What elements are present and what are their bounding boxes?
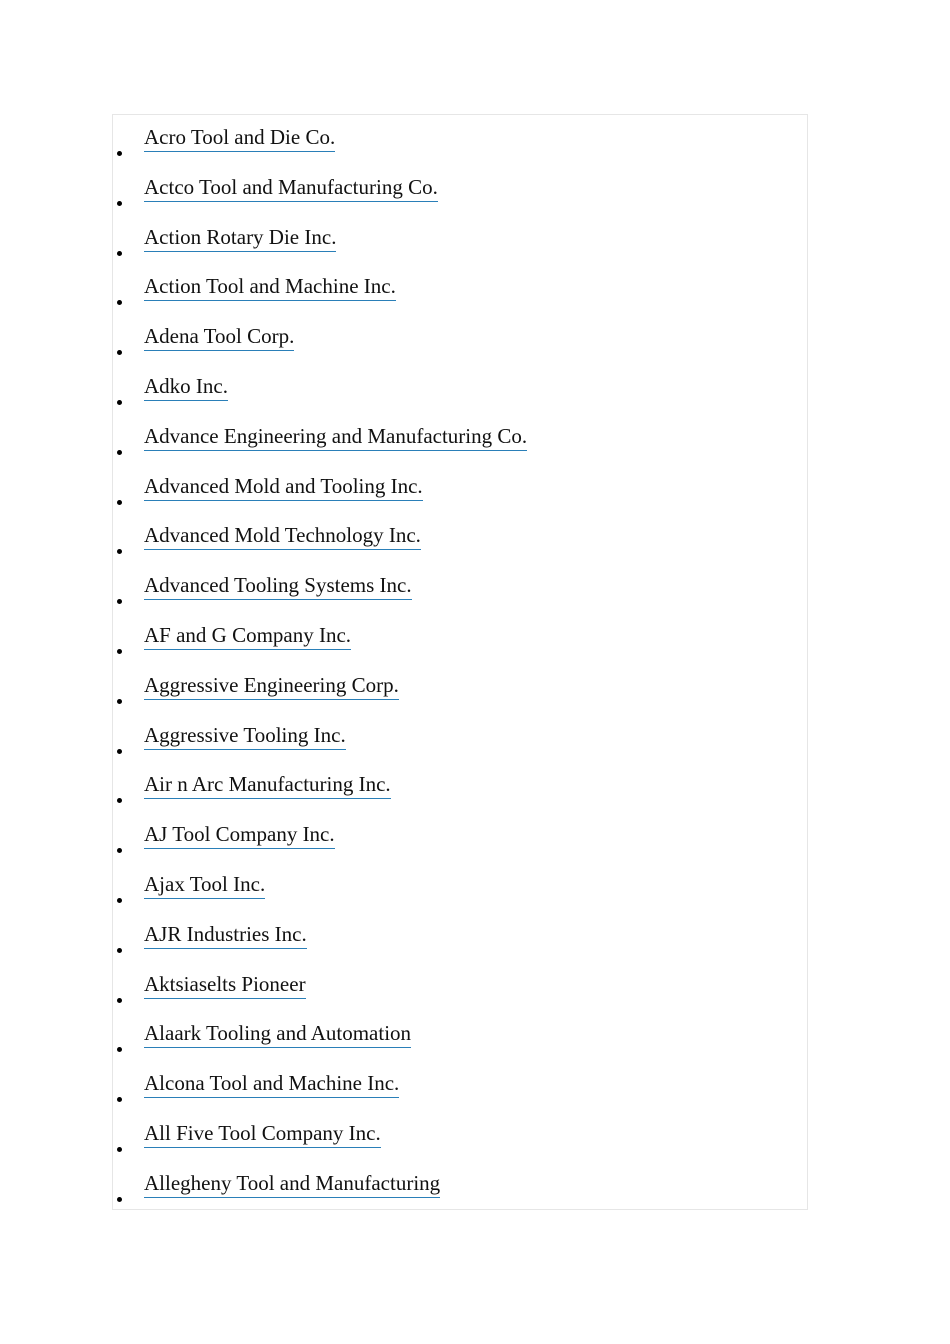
bullet-icon — [117, 649, 122, 654]
company-link[interactable]: All Five Tool Company Inc. — [144, 1119, 381, 1148]
company-link[interactable]: Aggressive Engineering Corp. — [144, 671, 399, 700]
bullet-icon — [117, 948, 122, 953]
bullet-icon — [117, 1197, 122, 1202]
list-item — [113, 621, 807, 671]
bullet-icon — [117, 898, 122, 903]
bullet-icon — [117, 201, 122, 206]
company-link[interactable]: Advanced Mold and Tooling Inc. — [144, 472, 423, 501]
list-item — [113, 1119, 807, 1169]
list-item — [113, 372, 807, 422]
bullet-icon — [117, 350, 122, 355]
company-list-panel — [112, 114, 808, 1210]
list-item — [113, 870, 807, 920]
bullet-icon — [117, 251, 122, 256]
company-link[interactable]: Advanced Tooling Systems Inc. — [144, 571, 412, 600]
company-link[interactable]: Action Rotary Die Inc. — [144, 223, 336, 252]
bullet-icon — [117, 1047, 122, 1052]
bullet-icon — [117, 1147, 122, 1152]
list-item — [113, 521, 807, 571]
bullet-icon — [117, 1097, 122, 1102]
company-list — [113, 123, 807, 1219]
company-link[interactable]: Acro Tool and Die Co. — [144, 123, 335, 152]
bullet-icon — [117, 500, 122, 505]
bullet-icon — [117, 300, 122, 305]
company-link[interactable]: AJR Industries Inc. — [144, 920, 307, 949]
company-link[interactable]: Ajax Tool Inc. — [144, 870, 265, 899]
bullet-icon — [117, 450, 122, 455]
list-item — [113, 1169, 807, 1219]
company-link[interactable]: Adko Inc. — [144, 372, 228, 401]
bullet-icon — [117, 749, 122, 754]
company-link[interactable]: Advance Engineering and Manufacturing Co. — [144, 422, 527, 451]
bullet-icon — [117, 599, 122, 604]
bullet-icon — [117, 998, 122, 1003]
company-link[interactable]: Alcona Tool and Machine Inc. — [144, 1069, 399, 1098]
list-item — [113, 920, 807, 970]
company-link[interactable]: Air n Arc Manufacturing Inc. — [144, 770, 391, 799]
list-item — [113, 422, 807, 472]
list-item — [113, 123, 807, 173]
list-item — [113, 1069, 807, 1119]
list-item — [113, 173, 807, 223]
list-item — [113, 671, 807, 721]
bullet-icon — [117, 699, 122, 704]
company-link[interactable]: Actco Tool and Manufacturing Co. — [144, 173, 438, 202]
bullet-icon — [117, 400, 122, 405]
list-item — [113, 322, 807, 372]
company-link[interactable]: Aktsiaselts Pioneer — [144, 970, 306, 999]
list-item — [113, 1019, 807, 1069]
company-link[interactable]: Action Tool and Machine Inc. — [144, 272, 396, 301]
bullet-icon — [117, 151, 122, 156]
list-item — [113, 472, 807, 522]
list-item — [113, 272, 807, 322]
list-item — [113, 721, 807, 771]
list-item — [113, 571, 807, 621]
list-item — [113, 223, 807, 273]
bullet-icon — [117, 848, 122, 853]
list-item — [113, 820, 807, 870]
company-link[interactable]: Adena Tool Corp. — [144, 322, 294, 351]
company-link[interactable]: AF and G Company Inc. — [144, 621, 351, 650]
company-link[interactable]: AJ Tool Company Inc. — [144, 820, 335, 849]
bullet-icon — [117, 798, 122, 803]
bullet-icon — [117, 549, 122, 554]
company-link[interactable]: Allegheny Tool and Manufacturing — [144, 1169, 440, 1198]
company-link[interactable]: Alaark Tooling and Automation — [144, 1019, 411, 1048]
company-link[interactable]: Advanced Mold Technology Inc. — [144, 521, 421, 550]
list-item — [113, 970, 807, 1020]
company-link[interactable]: Aggressive Tooling Inc. — [144, 721, 346, 750]
list-item — [113, 770, 807, 820]
